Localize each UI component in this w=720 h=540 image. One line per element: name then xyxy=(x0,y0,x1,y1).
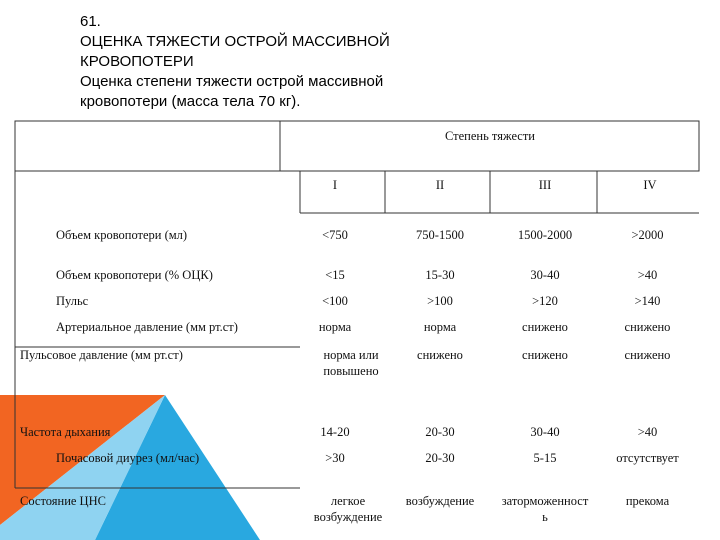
table-cell: норма или повышено xyxy=(323,348,379,378)
table-cell: 14-20 xyxy=(320,425,350,439)
table-cell: норма xyxy=(318,320,352,334)
slide-title xyxy=(80,12,480,112)
table-cell: >100 xyxy=(427,294,453,308)
table-cell: >140 xyxy=(634,294,661,308)
table-cell: снижено xyxy=(522,348,568,362)
table-cell: >40 xyxy=(637,425,658,439)
table-cell: 20-30 xyxy=(425,451,455,465)
table-cell: >2000 xyxy=(631,228,664,242)
table-cell: заторможенность xyxy=(501,494,589,524)
table-cell: отсутствует xyxy=(616,451,679,465)
table-border-top xyxy=(15,121,699,171)
row-label-respiratory-rate: Частота дыхания xyxy=(20,425,111,439)
title-line-4: кровопотери (масса тела 70 кг). xyxy=(80,93,301,110)
table-cell: <15 xyxy=(325,268,345,282)
table-cell: снижено xyxy=(624,348,671,362)
table-cell: 750-1500 xyxy=(416,228,464,242)
column-header-2: II xyxy=(435,178,445,192)
table-cell: прекома xyxy=(625,494,670,508)
table-cell: легкое возбуждение xyxy=(313,494,383,524)
row-label-diuresis: Почасовой диурез (мл/час) xyxy=(56,451,200,465)
title-line-1: ОЦЕНКА ТЯЖЕСТИ ОСТРОЙ МАССИВНОЙ xyxy=(80,33,390,50)
table-cell: >30 xyxy=(325,451,345,465)
row-label-pulse-pressure: Пульсовое давление (мм рт.ст) xyxy=(20,348,183,362)
table-cell: возбуждение xyxy=(405,494,475,508)
table-cell: >40 xyxy=(637,268,658,282)
column-header-1: I xyxy=(332,178,338,192)
table-cell: 30-40 xyxy=(530,425,560,439)
table-cell: снижено xyxy=(522,320,568,334)
row-label-cns-state: Состояние ЦНС xyxy=(20,494,106,508)
slide-number: 61. xyxy=(80,13,101,30)
table-cell: >120 xyxy=(532,294,558,308)
row-label-blood-loss-percent: Объем кровопотери (% ОЦК) xyxy=(56,268,213,282)
column-header-3: III xyxy=(538,178,552,192)
row-label-blood-loss-ml: Объем кровопотери (мл) xyxy=(56,228,188,242)
title-line-3: Оценка степени тяжести острой массивной xyxy=(80,73,384,90)
row-label-pulse: Пульс xyxy=(56,294,89,308)
table-cell: <750 xyxy=(322,228,348,242)
decorative-shapes xyxy=(0,395,260,540)
table-cell: норма xyxy=(423,320,457,334)
column-header-4: IV xyxy=(643,178,657,192)
title-line-2: КРОВОПОТЕРИ xyxy=(80,53,194,70)
table-cell: снижено xyxy=(417,348,463,362)
table-cell: снижено xyxy=(624,320,671,334)
group-header: Степень тяжести xyxy=(444,129,535,143)
table-cell: 1500-2000 xyxy=(517,228,573,242)
row-label-blood-pressure: Артериальное давление (мм рт.ст) xyxy=(56,320,238,334)
table-cell: <100 xyxy=(322,294,348,308)
table-cell: 30-40 xyxy=(530,268,560,282)
table-cell: 15-30 xyxy=(425,268,455,282)
table-cell: 20-30 xyxy=(425,425,455,439)
table-cell: 5-15 xyxy=(533,451,557,465)
